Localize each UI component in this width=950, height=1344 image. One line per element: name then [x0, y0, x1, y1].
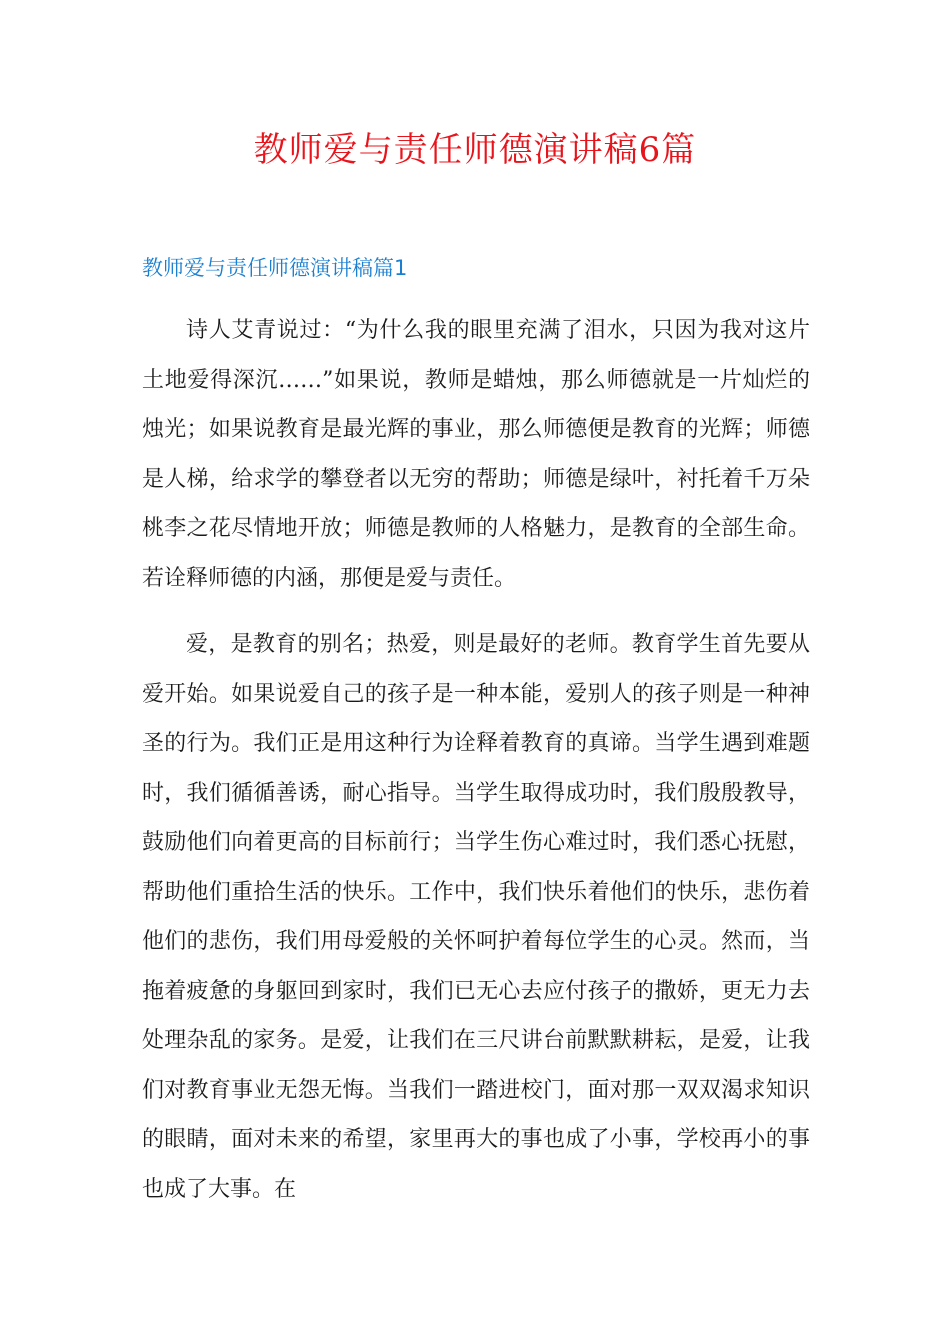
section-heading: 教师爱与责任师德演讲稿篇1 — [142, 256, 408, 280]
paragraph-2: 爱，是教育的别名；热爱，则是最好的老师。教育学生首先要从爱开始。如果说爱自己的孩子是一种本能，爱别人的孩子则是一种神圣的行为。我们正是用这种行为诠释着教育的真谛。当学生遇到难题时，我们循循善诱，耐心指导。当学生取得成功时，我们殷殷教导，鼓励他们向着更高的目标前行；当学生伤心难过时，我们悉心抚慰，帮助他们重拾生活的快乐。工作中，我们快乐着他们的快乐，悲伤着他们的悲伤，我们用母爱般的关怀呵护着每位学生的心灵。然而，当拖着疲惫的身躯回到家时，我们已无心去应付孩子的撒娇，更无力去处理杂乱的家务。是爱，让我们在三尺讲台前默默耕耘，是爱，让我们对教育事业无怨无悔。当我们一踏进校门，面对那一双双渴求知识的眼睛，面对未来的希望，家里再大的事也成了小事，学校再小的事也成了大事。在 — [142, 632, 810, 1202]
document-title: 教师爱与责任师德演讲稿6篇 — [253, 130, 697, 170]
paragraph-1: 诗人艾青说过：“为什么我的眼里充满了泪水，只因为我对这片土地爱得深沉……”如果说，教师是蜡烛，那么师德就是一片灿烂的烛光；如果说教育是最光辉的事业，那么师德便是教育的光辉；师德是人梯，给求学的攀登者以无穷的帮助；师德是绿叶，衬托着千万朵桃李之花尽情地开放；师德是教师的人格魅力，是教育的全部生命。若诠释师德的内涵，那便是爱与责任。 — [142, 318, 810, 591]
